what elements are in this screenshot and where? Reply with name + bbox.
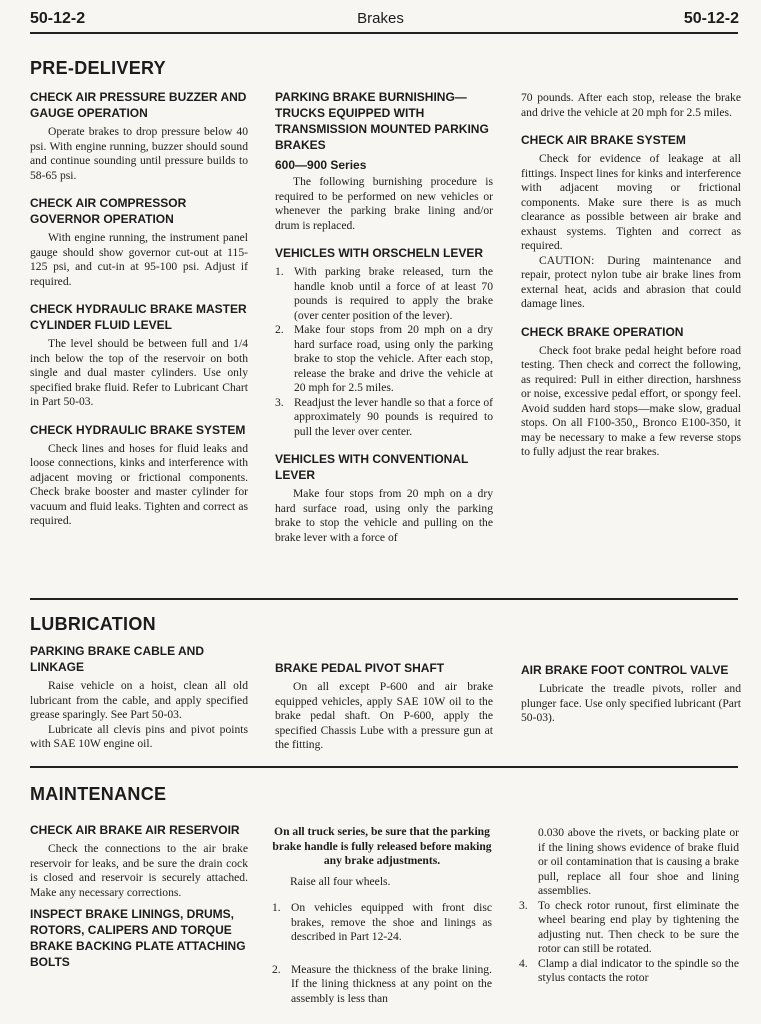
step-number: 2.: [275, 323, 284, 336]
burnishing-intro: The following burnishing procedure is required to be performed on new vehicles or whenever the parking brake lining and/or drum is replaced.: [275, 175, 493, 232]
step-number: 1.: [272, 901, 281, 914]
section-rule: [30, 598, 738, 600]
step-text: Make four stops from 20 mph on a dry hard surface road, using only the parking brake to stop the vehicle. After each stop, release the brake and drive the vehicle at 20 mph for 2.5 miles.: [294, 323, 493, 394]
step-number: 4.: [519, 956, 528, 970]
step-number: 1.: [275, 265, 284, 278]
subsection-hydraulic-brake-system: [30, 422, 248, 529]
maintenance-steps-a: [272, 901, 492, 1006]
step-text: Clamp a dial indicator to the spindle so the stylus contacts the rotor: [538, 956, 739, 984]
maintenance-steps-b: [519, 899, 739, 986]
conventional-body: Make four stops from 20 mph on a dry hard surface road, using only the parking brake to stop the vehicle and pulling on the brake lever with a force of: [275, 487, 493, 544]
series-subheading: 600—900 Series: [275, 158, 367, 172]
page-number-right: 50-12-2: [683, 10, 739, 27]
subsection-heading-brake-operation: CHECK BRAKE OPERATION: [521, 324, 684, 339]
pivot-shaft-body: On all except P-600 and air brake equipped vehicles, apply SAE 10W oil to the brake pedal shaft. On P-600, apply the specified Chassis Lube with a pressure gun at the fitting.: [275, 680, 493, 751]
step-text: On vehicles equipped with front disc brakes, remove the shoe and linings as described in Part 12-24.: [291, 901, 492, 943]
air-reservoir-body: Check the connections to the air brake reservoir for leaks, and be sure the drain cock is closed and reservoir is securely attached. Make any necessary corrections.: [30, 842, 248, 899]
subsection-compressor-governor: [30, 195, 248, 289]
air-brake-body: Check for evidence of leakage at all fittings. Inspect lines for kinks and interference with adjacent moving or frictional components. Make sure there is as much clearance as possible between air brake and exhaust systems. Tighten and correct as required.: [521, 152, 741, 252]
lubrication-column-3: [521, 662, 741, 726]
step-item: [272, 963, 492, 1007]
subsection-heading-cable-linkage: PARKING BRAKE CABLE AND LINKAGE: [30, 644, 204, 674]
subsection-body: Check lines and hoses for fluid leaks and loose connections, kinks and interference with adjacent moving or frictional components. Check brake booster and master cylinder for vacuum and fluid leaks. Tighten and correct as required.: [30, 441, 248, 527]
orscheln-steps: [275, 265, 493, 439]
lubrication-column-2: [275, 660, 493, 753]
continuation-text: 70 pounds. After each stop, release the brake and drive the vehicle at 20 mph for 2.5 miles.: [521, 91, 741, 119]
step-item: [272, 901, 492, 945]
pre-delivery-column-2: [275, 89, 493, 545]
maintenance-column-2: [272, 825, 492, 1006]
step-number: 2.: [272, 962, 281, 976]
section-rule: [30, 766, 738, 768]
header-rule: [30, 32, 738, 34]
brake-operation-body: Check foot brake pedal height before road testing. Then check and correct the following, as required: Pull in either direction, harshness or noise, excessive pedal effort, or spongy feel. Avoid sudden hard stops—make slow, gradual stops. On all F100-350,, Bronco E100-350, it may be necessary to make a few reverse stops to fully adjust the rear brakes.: [521, 343, 741, 458]
step-item: [275, 396, 493, 440]
step-item: [519, 957, 739, 986]
subsection-heading: CHECK HYDRAULIC BRAKE SYSTEM: [30, 422, 246, 437]
maintenance-column-1: [30, 822, 248, 970]
subsection-heading-pivot-shaft: BRAKE PEDAL PIVOT SHAFT: [275, 661, 445, 675]
page-number-left: 50-12-2: [30, 10, 86, 27]
subsection-heading-parking-burnishing: PARKING BRAKE BURNISHING— TRUCKS EQUIPPED WITH TRANSMISSION MOUNTED PARKING BRAKES: [275, 90, 489, 152]
maintenance-column-3: [519, 826, 739, 986]
section-title-pre-delivery: PRE-DELIVERY: [30, 58, 166, 78]
subsection-body: Operate brakes to drop pressure below 40 psi. With engine running, buzzer should sound and continue sounding until pressure builds to 58-65 psi.: [30, 125, 248, 182]
raise-wheels-text: Raise all four wheels.: [290, 874, 391, 888]
subsection-heading-air-brake-system: CHECK AIR BRAKE SYSTEM: [521, 133, 686, 147]
subsection-heading-foot-control-valve: AIR BRAKE FOOT CONTROL VALVE: [521, 663, 729, 677]
subsection-master-cylinder-fluid: [30, 301, 248, 410]
subsection-heading: CHECK HYDRAULIC BRAKE MASTER CYLINDER FLUID LEVEL: [30, 302, 247, 332]
adjustment-note: On all truck series, be sure that the parking brake handle is fully released before making any brake adjustments.: [272, 825, 492, 867]
lubrication-column-1: [30, 643, 248, 752]
pre-delivery-column-1: [30, 89, 248, 529]
step-number: 3.: [519, 898, 528, 912]
pre-delivery-column-3: [521, 91, 741, 460]
subsection-heading-orscheln: VEHICLES WITH ORSCHELN LEVER: [275, 246, 484, 260]
step-item: [275, 323, 493, 396]
section-title-lubrication: LUBRICATION: [30, 614, 156, 634]
step-item: [275, 265, 493, 323]
foot-control-body: Lubricate the treadle pivots, roller and plunger face. Use only specified lubricant (Part 50-03).: [521, 682, 741, 724]
section-title-maintenance: MAINTENANCE: [30, 784, 167, 804]
subsection-heading-air-reservoir: CHECK AIR BRAKE AIR RESERVOIR: [30, 823, 240, 837]
subsection-heading-inspect-linings: INSPECT BRAKE LININGS, DRUMS, ROTORS, CALIPERS AND TORQUE BRAKE BACKING PLATE ATTACHING BOLTS: [30, 907, 246, 969]
cable-linkage-body-2: Lubricate all clevis pins and pivot points with SAE 10W engine oil.: [30, 722, 248, 750]
step-text: To check rotor runout, first eliminate the wheel bearing end play by tightening the adjusting nut. Then check to be sure the rotor can still be rotated.: [538, 898, 739, 955]
subsection-heading: CHECK AIR PRESSURE BUZZER AND GAUGE OPERATION: [30, 90, 247, 120]
subsection-air-pressure-buzzer: [30, 89, 248, 183]
step-text: Measure the thickness of the brake lining. If the lining thickness at any point on the assembly is less than: [291, 962, 492, 1005]
subsection-body: With engine running, the instrument panel gauge should show governor cut-out at 115-125 psi, and cut-in at 95-100 psi. Adjust if required.: [30, 231, 248, 288]
step-number: 3.: [275, 395, 284, 409]
step-text: Readjust the lever handle so that a force of approximately 90 pounds is required to pull the lever over center.: [294, 395, 493, 438]
subsection-heading-conventional: VEHICLES WITH CONVENTIONAL LEVER: [275, 452, 469, 482]
caution-text: CAUTION: During maintenance and repair, protect nylon tube air brake lines from external heat, acids and abrasion that could damage lines.: [521, 253, 741, 310]
step-text: With parking brake released, turn the handle knob until a force of at least 70 pounds is required to apply the brake (over center position of the lever).: [294, 265, 493, 322]
subsection-heading: CHECK AIR COMPRESSOR GOVERNOR OPERATION: [30, 196, 187, 226]
step-item: [519, 899, 739, 957]
running-header-title: Brakes: [357, 10, 404, 27]
continuation-text: 0.030 above the rivets, or backing plate or if the lining shows evidence of brake fluid or oil contamination that is causing a brake pull, replace all four shoe and lining assemblies.: [538, 826, 739, 897]
subsection-body: The level should be between full and 1/4 inch below the top of the reservoir on both single and dual master cylinders. Use only specified brake fluid. Refer to Lubricant Chart in Part 50-03.: [30, 337, 248, 408]
cable-linkage-body: Raise vehicle on a hoist, clean all old lubricant from the cable, and apply specified grease sparingly. See Part 50-03.: [30, 679, 248, 721]
